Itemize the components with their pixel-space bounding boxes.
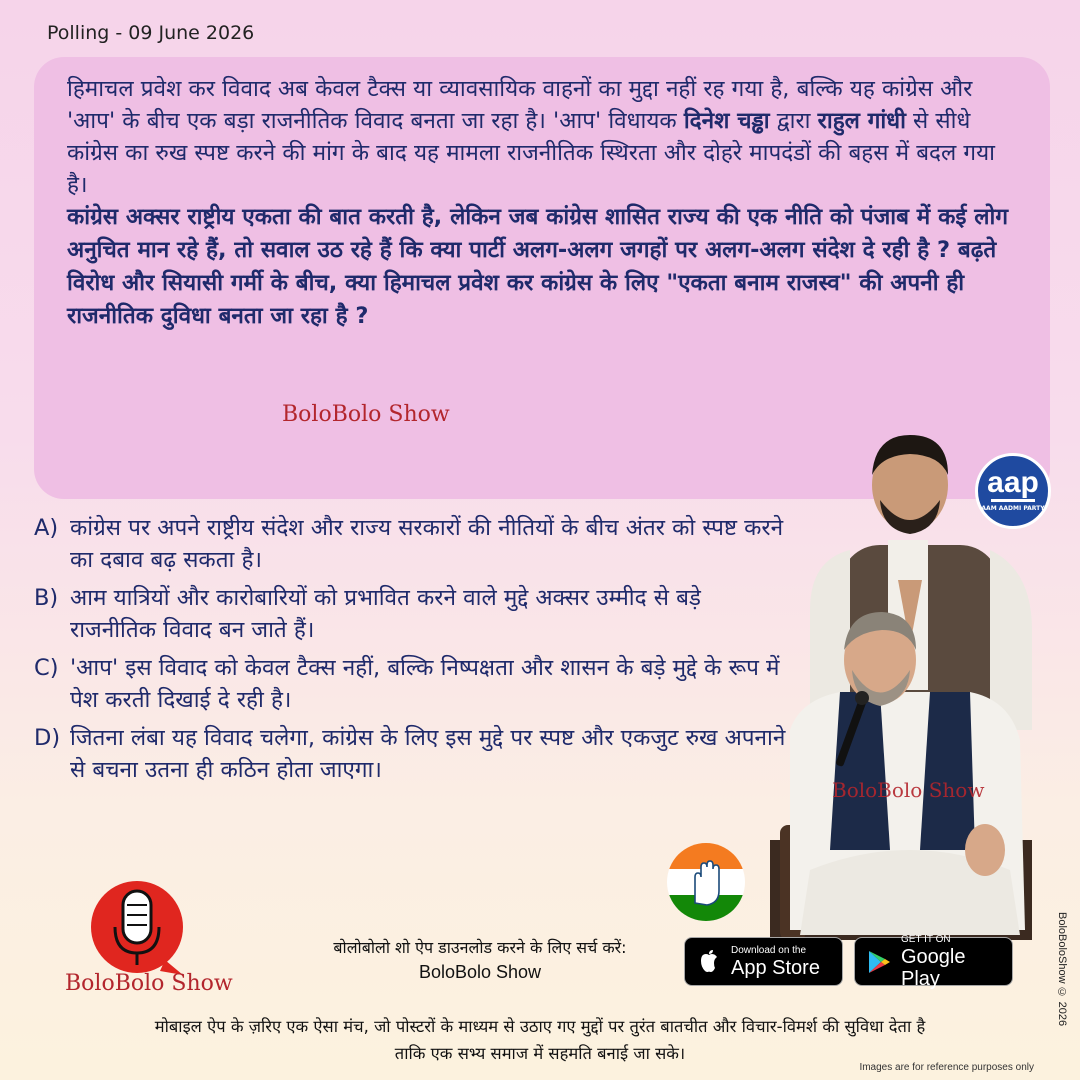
option-text: जितना लंबा यह विवाद चलेगा, कांग्रेस के लिए इस मुद्दे पर स्पष्ट और एकजुट रुख अपनाने से बचना उतना ही कठिन होता जाएगा।: [70, 725, 786, 783]
poll-option-d[interactable]: [34, 722, 794, 786]
footer-line: ताकि एक सभ्य समाज में सहमति बनाई जा सके।: [394, 1044, 686, 1063]
image-disclaimer: Images are for reference purposes only: [859, 1062, 1034, 1073]
apple-icon: [695, 948, 723, 976]
footer-text: [40, 1013, 1040, 1067]
google-play-label: Google Play: [901, 945, 966, 990]
app-store-small-text: Download on the: [731, 944, 807, 956]
question-highlight: कांग्रेस अक्सर राष्ट्रीय एकता की बात करती है, लेकिन जब कांग्रेस शासित राज्य की एक नीति को पंजाब में कई लोग अनुचित मान रहे हैं, तो सवाल उठ रहे हैं कि क्या पार्टी अलग-अलग जगहों पर अलग-अलग संदेश दे रही है ? बढ़ते विरोध और सियासी गर्मी के बीच, क्या हिमाचल प्रवेश कर कांग्रेस के लिए "एकता बनाम राजस्व" की अपनी ही राजनीतिक दुविधा बनता जा रहा है ?: [67, 204, 1008, 329]
photo-watermark: BoloBolo Show: [832, 778, 985, 802]
question-text-part: से सीधे कांग्रेस का रुख स्पष्ट करने की मांग के बाद यह मामला राजनीतिक स्थिरता और दोहरे मापदंडों की बहस में बदल गया है।: [67, 108, 995, 198]
question-text-part: द्वारा: [769, 108, 818, 134]
app-store-label: App Store: [731, 956, 820, 979]
brand-name: BoloBolo Show: [65, 971, 233, 996]
download-brand-name: BoloBolo Show: [418, 962, 542, 982]
poll-date: Polling - 09 June 2026: [47, 22, 255, 44]
option-letter: C): [34, 655, 59, 681]
aap-logo-subtitle: AAM AADMI PARTY: [981, 505, 1045, 512]
poll-option-c[interactable]: [34, 652, 794, 716]
app-store-button[interactable]: [684, 937, 843, 986]
broom-icon: [991, 499, 1035, 502]
poll-option-b[interactable]: [34, 582, 794, 646]
mla-name: दिनेश चड्ढा: [683, 108, 770, 134]
option-text: आम यात्रियों और कारोबारियों को प्रभावित करने वाले मुद्दे अक्सर उम्मीद से बड़े राजनीतिक विवाद बन जाते हैं।: [70, 585, 701, 643]
option-letter: A): [34, 515, 59, 541]
copyright-notice: BoloBoloShow © 2026: [1056, 912, 1068, 1027]
option-letter: D): [34, 725, 61, 751]
aap-party-logo: [975, 453, 1051, 529]
option-text: 'आप' इस विवाद को केवल टैक्स नहीं, बल्कि निष्पक्षता और शासन के बड़े मुद्दे के रूप में पेश करती दिखाई दे रही है।: [70, 655, 780, 713]
question-paragraph: [67, 73, 1010, 201]
leader-name: राहुल गांधी: [817, 108, 906, 134]
poll-option-a[interactable]: [34, 512, 794, 576]
aap-logo-word: aap: [987, 466, 1039, 499]
question-text-part: हिमाचल प्रवेश कर विवाद अब केवल टैक्स या व्यावसायिक वाहनों का मुद्दा नहीं रह गया है, बल्कि यह कांग्रेस और 'आप' के बीच एक बड़ा राजनीतिक विवाद बनता जा रहा है। 'आप' विधायक: [67, 76, 973, 134]
download-instruction: बोलोबोलो शो ऐप डाउनलोड करने के लिए सर्च करें:: [333, 938, 627, 957]
google-play-small-text: GET IT ON: [901, 933, 951, 945]
option-text: कांग्रेस पर अपने राष्ट्रीय संदेश और राज्य सरकारों की नीतियों के बीच अंतर को स्पष्ट करने का दबाव बढ़ सकता है।: [70, 515, 784, 573]
option-letter: B): [34, 585, 59, 611]
footer-line: मोबाइल ऐप के ज़रिए एक ऐसा मंच, जो पोस्टरों के माध्यम से उठाए गए मुद्दों पर तुरंत बातचीत और विचार-विमर्श की सुविधा देता है: [154, 1017, 926, 1036]
google-play-icon: [865, 948, 893, 976]
box-watermark: BoloBolo Show: [282, 402, 450, 427]
congress-hand-icon: [667, 843, 745, 921]
poll-options: [34, 512, 794, 792]
google-play-button[interactable]: [854, 933, 1013, 990]
